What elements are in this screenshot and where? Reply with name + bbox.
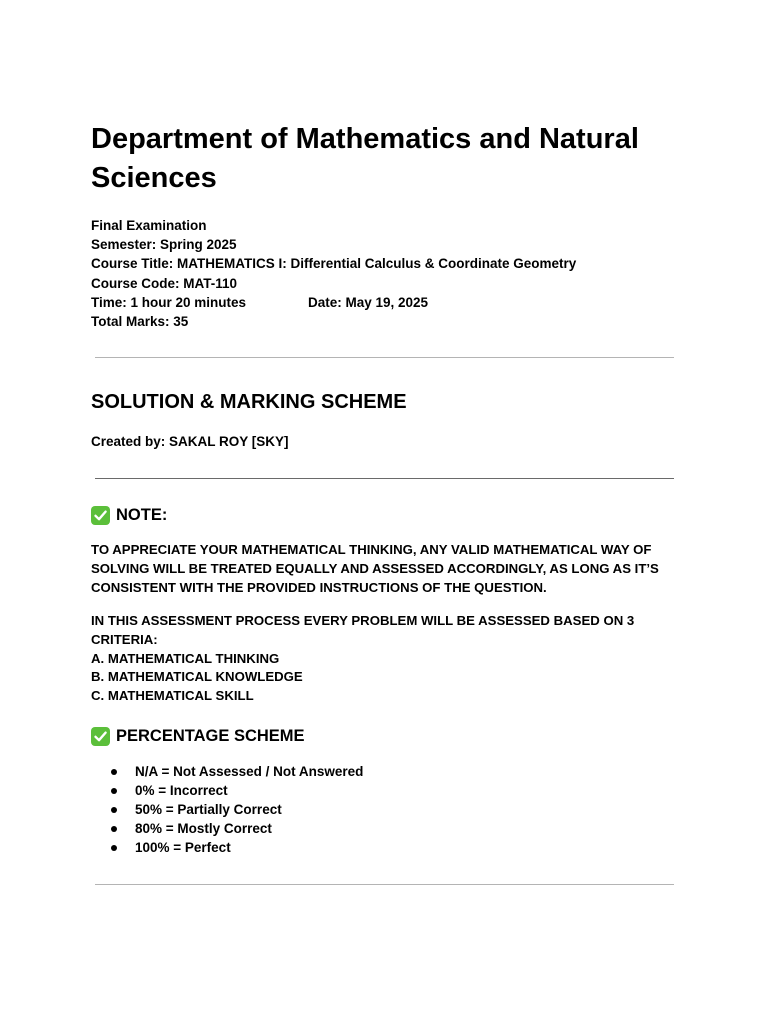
note-heading bbox=[91, 504, 167, 526]
percentage-heading bbox=[91, 725, 305, 747]
percentage-heading-text: PERCENTAGE SCHEME bbox=[116, 727, 305, 745]
bullet-icon bbox=[111, 845, 117, 851]
note-heading-text: NOTE: bbox=[116, 506, 168, 524]
criteria-block bbox=[91, 612, 676, 706]
criteria-item: C. MATHEMATICAL SKILL bbox=[91, 688, 254, 704]
total-marks: Total Marks: 35 bbox=[91, 314, 189, 330]
list-item: 80% = Mostly Correct bbox=[111, 819, 363, 838]
list-item: 50% = Partially Correct bbox=[111, 800, 363, 819]
exam-date: Date: May 19, 2025 bbox=[308, 294, 429, 310]
list-item: N/A = Not Assessed / Not Answered bbox=[111, 762, 363, 781]
exam-type: Final Examination bbox=[91, 218, 207, 233]
bullet-icon bbox=[111, 769, 117, 775]
list-item: 0% = Incorrect bbox=[111, 781, 363, 800]
created-by: Created by: SAKAL ROY [SKY] bbox=[91, 434, 289, 449]
bullet-icon bbox=[111, 826, 117, 832]
bullet-icon bbox=[111, 788, 117, 794]
criteria-item: A. MATHEMATICAL THINKING bbox=[91, 650, 280, 666]
list-item: 100% = Perfect bbox=[111, 838, 363, 857]
check-mark-button-icon bbox=[91, 727, 110, 746]
time-date-row bbox=[91, 293, 576, 312]
note-paragraph: TO APPRECIATE YOUR MATHEMATICAL THINKING, ANY VALID MATHEMATICAL WAY OF SOLVING WILL BE TREATED EQUALLY AND ASSESSED ACCORDINGLY, AS LONG AS IT’S CONSISTENT WITH THE PROVIDED INSTRUCTIONS OF THE QUESTION. bbox=[91, 542, 659, 595]
course-title: Course Title: MATHEMATICS I: Differential Calculus & Coordinate Geometry bbox=[91, 256, 577, 272]
solution-heading: SOLUTION & MARKING SCHEME bbox=[91, 391, 407, 413]
semester: Semester: Spring 2025 bbox=[91, 237, 237, 253]
criteria-intro: IN THIS ASSESSMENT PROCESS EVERY PROBLEM WILL BE ASSESSED BASED ON 3 CRITERIA: bbox=[91, 613, 635, 647]
divider bbox=[95, 357, 674, 358]
exam-time: Time: 1 hour 20 minutes bbox=[91, 294, 247, 310]
divider bbox=[95, 478, 674, 479]
course-code: Course Code: MAT-110 bbox=[91, 275, 238, 291]
divider bbox=[95, 884, 674, 885]
check-mark-button-icon bbox=[91, 506, 110, 525]
bullet-icon bbox=[111, 807, 117, 813]
criteria-item: B. MATHEMATICAL KNOWLEDGE bbox=[91, 669, 303, 685]
exam-info bbox=[91, 216, 576, 331]
percentage-list bbox=[111, 762, 363, 857]
department-title: Department of Mathematics and Natural Sciences bbox=[91, 123, 639, 194]
